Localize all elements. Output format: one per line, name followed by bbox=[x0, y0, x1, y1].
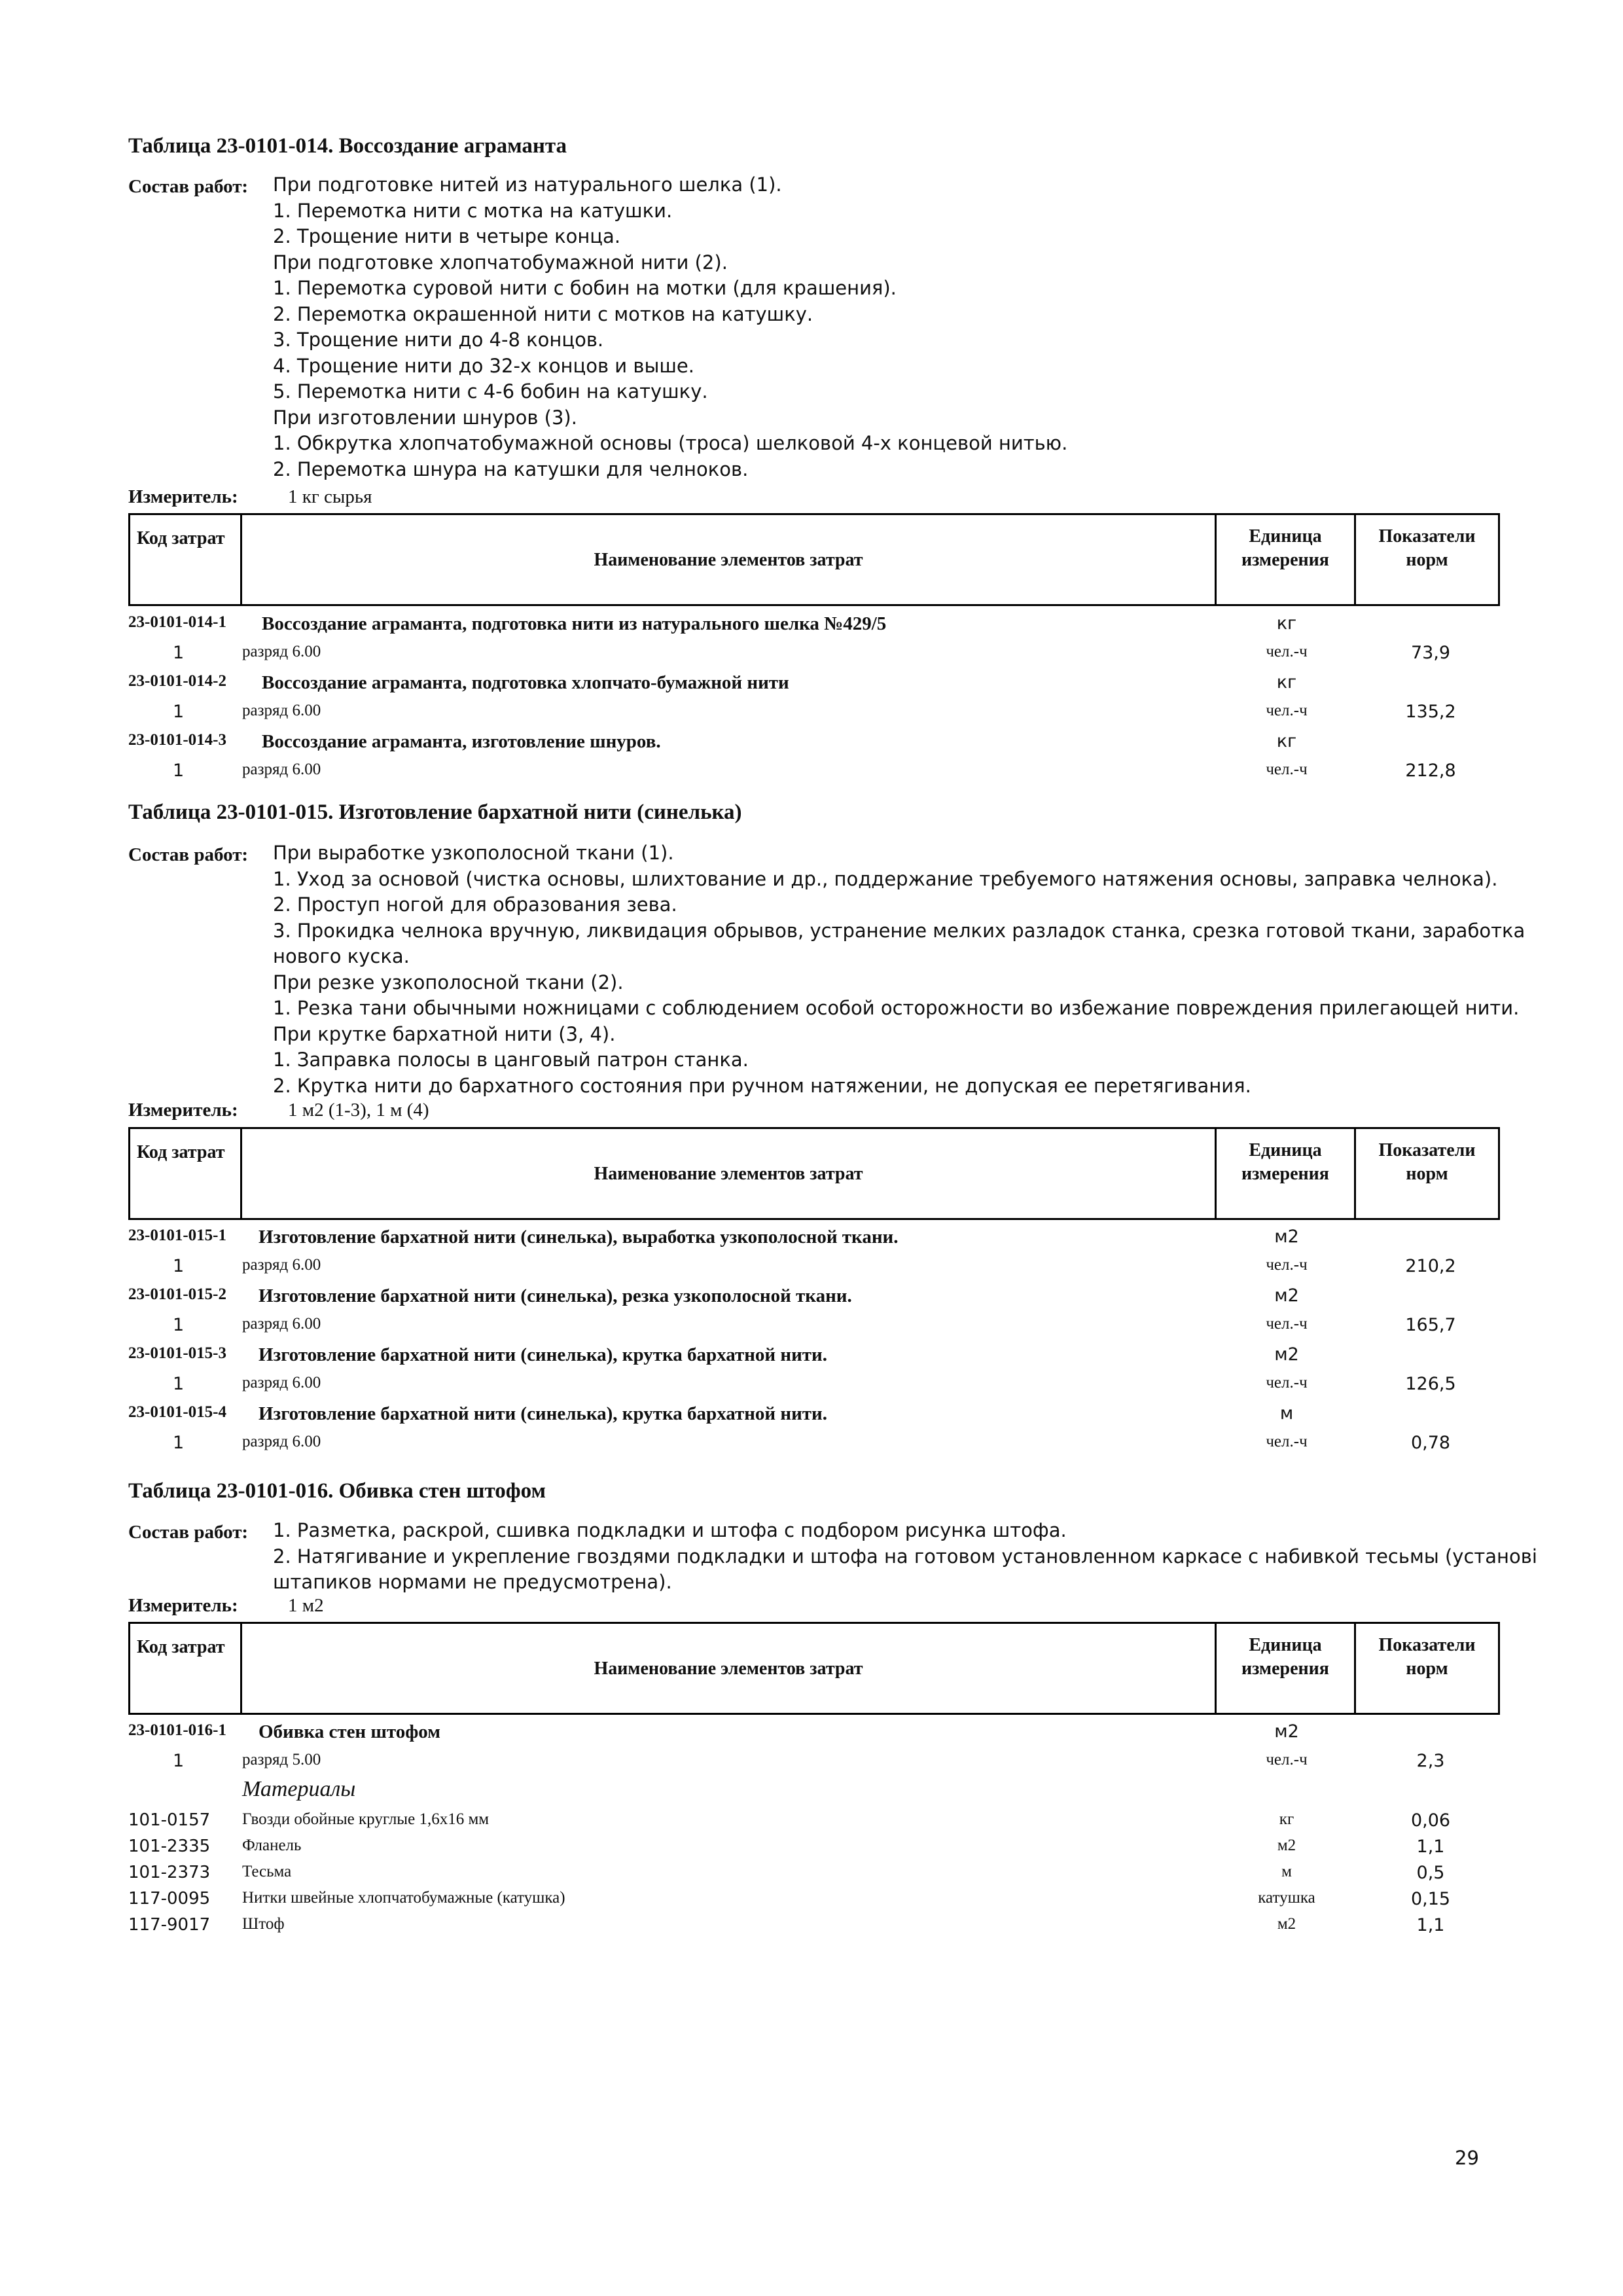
table-title: Таблица 23-0101-015. Изготовление бархатной нити (синелька) bbox=[128, 800, 742, 824]
work-line: При подготовке нитей из натурального шелка (1). bbox=[273, 173, 782, 196]
row-labor-unit: чел.-ч bbox=[1266, 643, 1308, 660]
row-unit: кг bbox=[1276, 672, 1297, 692]
header-name-cell bbox=[242, 515, 1217, 604]
table-row bbox=[128, 1223, 1500, 1251]
table-row bbox=[128, 1399, 1500, 1428]
material-value: 0,15 bbox=[1410, 1889, 1451, 1909]
row-name: Обивка стен штофом bbox=[259, 1721, 441, 1742]
work-line: 1. Перемотка нити с мотка на катушки. bbox=[273, 199, 673, 222]
table-row bbox=[128, 609, 1500, 638]
table-row bbox=[128, 1429, 1500, 1458]
work-line: 1. Заправка полосы в цанговый патрон станка. bbox=[273, 1049, 749, 1071]
work-label: Состав работ: bbox=[128, 176, 249, 197]
measure-value: 1 кг сырья bbox=[288, 486, 372, 507]
work-line: 2. Трощение нити в четыре конца. bbox=[273, 225, 621, 247]
table-header bbox=[128, 1127, 1500, 1220]
work-line: 1. Разметка, раскрой, сшивка подкладки и штофа с подбором рисунка штофа. bbox=[273, 1519, 1067, 1541]
row-grade: разряд 5.00 bbox=[242, 1751, 321, 1768]
material-unit: м bbox=[1281, 1863, 1292, 1880]
work-label: Состав работ: bbox=[128, 844, 249, 865]
row-labor-unit: чел.-ч bbox=[1266, 702, 1308, 719]
header-name-cell bbox=[242, 1129, 1217, 1218]
material-code: 117-0095 bbox=[128, 1889, 211, 1909]
row-unit: м bbox=[1279, 1403, 1294, 1424]
work-line: При выработке узкополосной ткани (1). bbox=[273, 842, 674, 864]
material-row bbox=[128, 1885, 1500, 1914]
header-name: Наименование элементов затрат bbox=[594, 1164, 863, 1184]
material-code: 101-2373 bbox=[128, 1863, 211, 1882]
row-value: 212,8 bbox=[1405, 761, 1456, 781]
header-unit-line1: Единица bbox=[1249, 1635, 1322, 1655]
work-line: 1. Перемотка суровой нити с бобин на мотки (для крашения). bbox=[273, 277, 897, 299]
material-unit: м2 bbox=[1277, 1837, 1296, 1854]
table-row bbox=[128, 698, 1500, 726]
row-grade: разряд 6.00 bbox=[242, 1256, 321, 1274]
material-value: 0,5 bbox=[1416, 1863, 1445, 1883]
row-number: 1 bbox=[173, 643, 185, 663]
header-norm-cell bbox=[1356, 1624, 1498, 1713]
header-code: Код затрат bbox=[137, 1142, 225, 1162]
row-labor-unit: чел.-ч bbox=[1266, 1374, 1308, 1391]
header-unit-line2: измерения bbox=[1241, 550, 1329, 570]
measure-label: Измеритель: bbox=[128, 486, 238, 507]
header-norm-cell bbox=[1356, 515, 1498, 604]
measure-label: Измеритель: bbox=[128, 1100, 238, 1121]
material-code: 117-9017 bbox=[128, 1915, 211, 1935]
material-name: Тесьма bbox=[242, 1863, 292, 1880]
row-unit: м2 bbox=[1274, 1285, 1299, 1306]
work-line: 3. Прокидка челнока вручную, ликвидация обрывов, устранение мелких разладок станка, срезка готовой ткани, заработка bbox=[273, 919, 1525, 942]
row-number: 1 bbox=[173, 702, 185, 722]
work-line: 2. Проступ ногой для образования зева. bbox=[273, 893, 677, 916]
row-number: 1 bbox=[173, 1256, 185, 1276]
table-row bbox=[128, 727, 1500, 756]
table-row bbox=[128, 1282, 1500, 1310]
work-line: штапиков нормами не предусмотрена). bbox=[273, 1571, 672, 1593]
work-line: При резке узкополосной ткани (2). bbox=[273, 971, 624, 994]
table-row bbox=[128, 639, 1500, 668]
row-name: Изготовление бархатной нити (синелька), резка узкополосной ткани. bbox=[259, 1285, 852, 1306]
page-number: 29 bbox=[1455, 2147, 1479, 2169]
header-norm-line2: норм bbox=[1406, 1164, 1448, 1184]
work-line: нового куска. bbox=[273, 945, 410, 967]
header-norm-cell bbox=[1356, 1129, 1498, 1218]
row-grade: разряд 6.00 bbox=[242, 643, 321, 660]
material-unit: м2 bbox=[1277, 1915, 1296, 1933]
row-unit: кг bbox=[1276, 613, 1297, 634]
material-name: Гвозди обойные круглые 1,6х16 мм bbox=[242, 1810, 490, 1828]
work-line: 2. Крутка нити до бархатного состояния при ручном натяжении, не допуская ее перетягивания. bbox=[273, 1074, 1251, 1097]
header-code: Код затрат bbox=[137, 1637, 225, 1657]
header-unit-cell bbox=[1217, 1129, 1356, 1218]
material-row bbox=[128, 1806, 1500, 1835]
row-name: Воссоздание аграманта, подготовка нити из натурального шелка №429/5 bbox=[262, 613, 887, 634]
work-line: 2. Перемотка окрашенной нити с мотков на катушку. bbox=[273, 302, 813, 325]
row-unit: м2 bbox=[1274, 1721, 1299, 1742]
row-code: 23-0101-014-3 bbox=[128, 731, 226, 749]
row-value: 0,78 bbox=[1410, 1433, 1451, 1453]
row-name: Изготовление бархатной нити (синелька), выработка узкополосной ткани. bbox=[259, 1227, 899, 1247]
work-line: 1. Обкрутка хлопчатобумажной основы (троса) шелковой 4-х концевой нитью. bbox=[273, 432, 1068, 454]
table-header bbox=[128, 513, 1500, 606]
row-grade: разряд 6.00 bbox=[242, 1315, 321, 1333]
measure-value: 1 м2 bbox=[288, 1595, 324, 1616]
header-code-cell bbox=[130, 1624, 242, 1713]
row-code: 23-0101-014-1 bbox=[128, 613, 226, 631]
row-labor-unit: чел.-ч bbox=[1266, 1315, 1308, 1333]
row-grade: разряд 6.00 bbox=[242, 1433, 321, 1450]
row-labor-unit: чел.-ч bbox=[1266, 1433, 1308, 1450]
row-number: 1 bbox=[173, 761, 185, 781]
material-code: 101-0157 bbox=[128, 1810, 211, 1830]
row-value: 2,3 bbox=[1416, 1751, 1445, 1771]
row-grade: разряд 6.00 bbox=[242, 1374, 321, 1391]
work-label: Состав работ: bbox=[128, 1522, 249, 1543]
header-name: Наименование элементов затрат bbox=[594, 1659, 863, 1679]
row-grade: разряд 6.00 bbox=[242, 761, 321, 778]
header-norm-line1: Показатели bbox=[1378, 526, 1476, 547]
row-code: 23-0101-015-2 bbox=[128, 1285, 226, 1303]
row-name: Воссоздание аграманта, изготовление шнуров. bbox=[262, 731, 661, 752]
row-number: 1 bbox=[173, 1374, 185, 1394]
row-value: 73,9 bbox=[1410, 643, 1451, 663]
work-line: 1. Резка тани обычными ножницами с соблюдением особой осторожности во избежание повреждения прилегающей нити. bbox=[273, 997, 1520, 1019]
row-value: 135,2 bbox=[1405, 702, 1456, 722]
header-unit-line2: измерения bbox=[1241, 1164, 1329, 1184]
material-unit: катушка bbox=[1258, 1889, 1315, 1907]
row-code: 23-0101-015-3 bbox=[128, 1344, 226, 1362]
header-unit-line2: измерения bbox=[1241, 1659, 1329, 1679]
row-labor-unit: чел.-ч bbox=[1266, 1751, 1308, 1768]
material-value: 0,06 bbox=[1410, 1810, 1451, 1831]
header-unit-line1: Единица bbox=[1249, 526, 1322, 547]
table-row bbox=[128, 1311, 1500, 1340]
row-code: 23-0101-015-1 bbox=[128, 1227, 226, 1244]
row-unit: м2 bbox=[1274, 1344, 1299, 1365]
row-value: 165,7 bbox=[1405, 1315, 1456, 1335]
table-title: Таблица 23-0101-016. Обивка стен штофом bbox=[128, 1479, 546, 1503]
table-header bbox=[128, 1622, 1500, 1715]
work-description bbox=[273, 1518, 1537, 1596]
table-row bbox=[128, 1370, 1500, 1399]
row-name: Изготовление бархатной нити (синелька), крутка бархатной нити. bbox=[259, 1403, 828, 1424]
material-unit: кг bbox=[1279, 1810, 1294, 1828]
table-section-016 bbox=[128, 1479, 1537, 1970]
row-code: 23-0101-015-4 bbox=[128, 1403, 226, 1421]
table-row bbox=[128, 1717, 1500, 1746]
table-row bbox=[128, 1747, 1500, 1776]
table-section-015 bbox=[128, 800, 1525, 1468]
header-norm-line2: норм bbox=[1406, 1659, 1448, 1679]
row-number: 1 bbox=[173, 1751, 185, 1771]
row-number: 1 bbox=[173, 1315, 185, 1335]
row-name: Воссоздание аграманта, подготовка хлопчато-бумажной нити bbox=[262, 672, 789, 693]
row-code: 23-0101-014-2 bbox=[128, 672, 226, 690]
row-code: 23-0101-016-1 bbox=[128, 1721, 226, 1739]
material-value: 1,1 bbox=[1416, 1837, 1445, 1857]
table-row bbox=[128, 668, 1500, 697]
work-description bbox=[273, 172, 1067, 482]
row-number: 1 bbox=[173, 1433, 185, 1453]
work-line: 3. Трощение нити до 4-8 концов. bbox=[273, 329, 604, 351]
header-unit-line1: Единица bbox=[1249, 1140, 1322, 1160]
work-line: 2. Перемотка шнура на катушки для челноков. bbox=[273, 457, 749, 480]
measure-value: 1 м2 (1-3), 1 м (4) bbox=[288, 1100, 429, 1121]
row-labor-unit: чел.-ч bbox=[1266, 761, 1308, 778]
work-line: 2. Натягивание и укрепление гвоздями подкладки и штофа на готовом установленном каркасе с набивкой тесьмы (установі bbox=[273, 1545, 1537, 1568]
header-unit-cell bbox=[1217, 1624, 1356, 1713]
materials-heading: Материалы bbox=[242, 1777, 356, 1801]
header-code-cell bbox=[130, 515, 242, 604]
header-norm-line1: Показатели bbox=[1378, 1140, 1476, 1160]
material-name: Штоф bbox=[242, 1915, 285, 1933]
material-name: Фланель bbox=[242, 1837, 302, 1854]
table-section-014 bbox=[128, 134, 1503, 779]
work-line: При подготовке хлопчатобумажной нити (2). bbox=[273, 251, 728, 274]
material-row bbox=[128, 1833, 1500, 1861]
work-line: При изготовлении шнуров (3). bbox=[273, 406, 577, 429]
row-name: Изготовление бархатной нити (синелька), крутка бархатной нити. bbox=[259, 1344, 828, 1365]
work-line: 4. Трощение нити до 32-х концов и выше. bbox=[273, 354, 694, 377]
measure-label: Измеритель: bbox=[128, 1595, 238, 1616]
row-unit: кг bbox=[1276, 731, 1297, 751]
row-value: 210,2 bbox=[1405, 1256, 1456, 1276]
row-unit: м2 bbox=[1274, 1227, 1299, 1247]
table-row bbox=[128, 1340, 1500, 1369]
table-row bbox=[128, 757, 1500, 785]
header-norm-line2: норм bbox=[1406, 550, 1448, 570]
row-labor-unit: чел.-ч bbox=[1266, 1256, 1308, 1274]
material-code: 101-2335 bbox=[128, 1837, 211, 1856]
material-row bbox=[128, 1859, 1500, 1888]
work-description bbox=[273, 840, 1525, 1099]
header-name-cell bbox=[242, 1624, 1217, 1713]
row-grade: разряд 6.00 bbox=[242, 702, 321, 719]
material-name: Нитки швейные хлопчатобумажные (катушка) bbox=[242, 1889, 565, 1907]
header-unit-cell bbox=[1217, 515, 1356, 604]
table-row bbox=[128, 1252, 1500, 1281]
material-value: 1,1 bbox=[1416, 1915, 1445, 1935]
work-line: 1. Уход за основой (чистка основы, шлихтование и др., поддержание требуемого натяжения основы, заправка челнока). bbox=[273, 867, 1498, 890]
work-line: 5. Перемотка нити с 4-6 бобин на катушку. bbox=[273, 380, 708, 403]
header-code: Код затрат bbox=[137, 528, 225, 548]
header-name: Наименование элементов затрат bbox=[594, 550, 863, 570]
work-line: При крутке бархатной нити (3, 4). bbox=[273, 1022, 616, 1045]
table-title: Таблица 23-0101-014. Воссоздание аграманта bbox=[128, 134, 567, 158]
row-value: 126,5 bbox=[1405, 1374, 1456, 1394]
header-norm-line1: Показатели bbox=[1378, 1635, 1476, 1655]
header-code-cell bbox=[130, 1129, 242, 1218]
material-row bbox=[128, 1911, 1500, 1940]
